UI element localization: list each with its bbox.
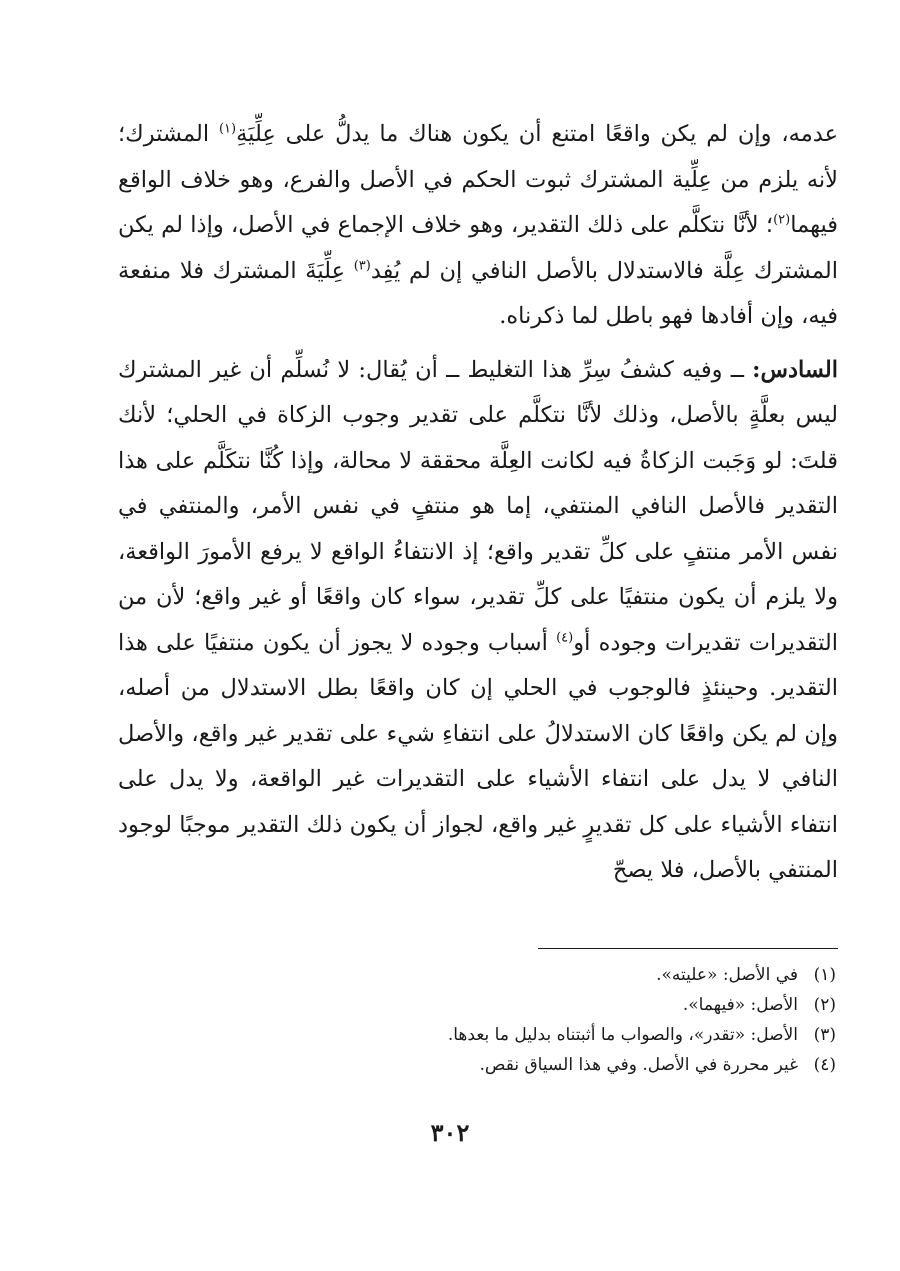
footnote-ref-3: (٣) [353, 258, 371, 273]
page-number: ٣٠٢ [430, 1118, 470, 1147]
footnote-text: الأصل: «تقدر»، والصواب ما أثبتناه بدليل ما بعدها. [447, 1025, 798, 1045]
paragraph-2 [118, 348, 838, 894]
footnote-number: (٣) [813, 1025, 836, 1045]
paragraph-text: أسباب وجوده لا يجوز أن يكون منتفيًا على هذا التقدير. وحينئذٍ فالوجوب في الحلي إن كان واقعًا بطل الاستدلال من أصله، وإن لم يكن واقعًا كان الاستدلالُ على انتفاءِ شيء على تقدير غير واقع، والأصل النافي لا يدل على انتفاء الأشياء على التقديرات غير الواقعة، ولا يدل على انتفاء الأشياء على كل تقديرٍ غير واقع، لجواز أن يكون ذلك التقدير موجبًا لوجود المنتفي بالأصل، فلا يصحّ [118, 629, 838, 883]
footnote-text: غير محررة في الأصل. وفي هذا السياق نقص. [479, 1055, 798, 1075]
footnote-ref-1: (١) [218, 121, 237, 137]
footnote-ref-2: (٢) [773, 212, 791, 228]
paragraph-text: عدمه، وإن لم يكن واقعًا امتنع أن يكون هناك ما يدلُّ على عِلِّيَةِ [236, 121, 838, 147]
footnote-ref-4: (٤) [556, 630, 574, 645]
footnote-number: (١) [813, 965, 836, 985]
paragraph-text: ؛ لأنَّا نتكلَّم على ذلك التقدير، وهو خلاف الإجماع في الأصل، وإذا لم يكن المشترك عِلَّة فالاستدلال بالأصل النافي إن لم يُفِد [118, 212, 838, 284]
paragraph-1 [118, 112, 838, 340]
footnotes-list [118, 960, 838, 1080]
footnote-item [118, 990, 838, 1020]
footnote-item [118, 960, 838, 990]
section-heading-sixth: السادس: [752, 356, 838, 383]
footnote-number: (٢) [813, 995, 836, 1015]
footnote-text: الأصل: «فيهما». [682, 995, 798, 1015]
footnote-item [118, 1050, 838, 1080]
paragraph-text: عِلِّيَةَ المشترك فلا منفعة فيه، وإن أفادها فهو باطل لما ذكرناه. [118, 257, 838, 329]
footnote-number: (٤) [813, 1055, 836, 1075]
footnote-text: في الأصل: «عليته». [656, 965, 798, 985]
paragraph-text: ــ وفيه كشفُ سِرِّ هذا التغليط ــ أن يُقال: لا نُسلِّم أن غير المشترك ليس بعلَّةٍ بالأصل، وذلك لأنَّا نتكلَّم على تقدير وجوب الزكاة في الحلي؛ لأنك قلتَ: لو وَجَبت الزكاةُ فيه لكانت العِلَّة محققة لا محالة، وإذا كُنَّا نتكَلَّم على هذا التقدير فالأصل النافي المنتفي، إما هو منتفٍ في نفس الأمر، والمنتفي في نفس الأمر منتفٍ على كلِّ تقدير واقع؛ إذ الانتفاءُ الواقع لا يرفع الأمورَ الواقعة، ولا يلزم أن يكون منتفيًا على كلِّ تقدير، سواء كان واقعًا أو غير واقع؛ لأن من التقديرات تقديرات وجوده أو [118, 356, 838, 656]
paragraph-text: المشترك؛ لأنه يلزم من عِلِّية المشترك ثبوت الحكم في الأصل والفرع، وهو خلاف الواقع فيهما [118, 121, 838, 238]
footnote-item [118, 1020, 838, 1050]
footnote-divider [538, 948, 838, 949]
main-text [118, 112, 838, 894]
